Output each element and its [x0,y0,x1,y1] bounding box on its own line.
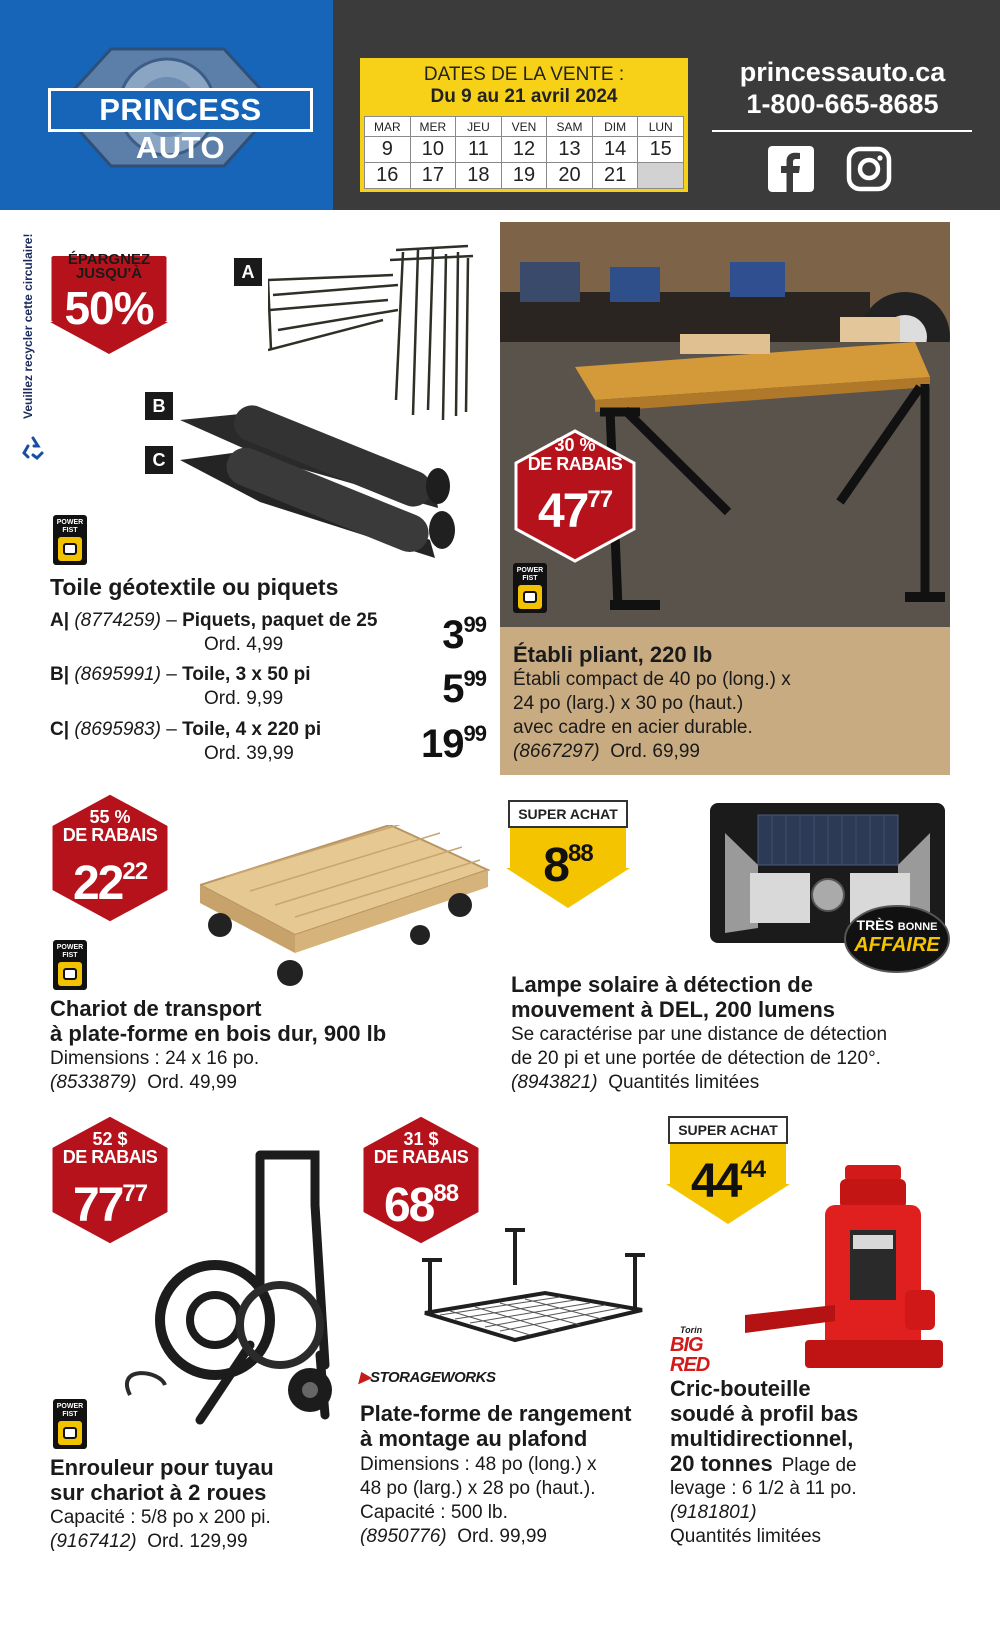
jack-title-line-4 [670,1451,857,1478]
product-title-jack-2: soudé à profil bas [670,1401,859,1426]
workbench-image [500,222,950,627]
super-achat-tag: SUPER ACHAT [508,800,628,828]
label-a: A [234,258,262,286]
item-name: Piquets, paquet de 25 [182,610,378,631]
power-fist-logo [513,563,547,613]
calendar-day: DIM [592,117,638,137]
product-sku: (8533879) [50,1072,137,1093]
price-cents: 99 [463,612,486,637]
calendar-date: 18 [456,163,502,189]
product-title-jack-4: 20 tonnes [670,1451,773,1476]
badge-price [513,474,637,538]
calendar-date: 17 [410,163,456,189]
super-achat-lamp [504,800,632,910]
badge-price [48,846,172,910]
item-dash: – [166,664,177,685]
badge-line2: DE RABAIS [62,1147,158,1167]
calendar-grid [364,116,684,189]
big-red-logo [670,1325,740,1375]
hose-sku-line [50,1530,248,1554]
hose-desc: Capacité : 5/8 po x 200 pi. [50,1507,271,1528]
price-main: 22 [72,857,123,910]
brand-logo[interactable]: PRINCESS AUTO [48,88,313,132]
workbench-desc-1: Établi compact de 40 po (long.) x [513,669,791,690]
price-main: 77 [72,1179,123,1232]
facebook-icon[interactable] [768,146,814,192]
product-title-hose-1: Enrouleur pour tuyau [50,1455,274,1480]
calendar-date: 12 [501,137,547,163]
price-cents: 77 [122,1180,148,1207]
website-link[interactable]: princessauto.ca [739,57,946,87]
badge-line2: JUSQU'À [75,265,143,282]
storage-desc-1: Dimensions : 48 po (long.) x [360,1454,597,1475]
bottle-jack-image [745,1165,945,1370]
geotextile-rolls-image [180,390,480,560]
torin-logo-text: Torin [680,1325,703,1335]
power-fist-logo-text: POWER FIST [56,1403,84,1418]
badge-line1: 30 % [554,435,596,455]
product-title-workbench: Établi pliant, 220 lb [513,642,713,667]
badge-line1: ÉPARGNEZ [67,251,151,268]
price-main: 68 [383,1179,434,1232]
price-main: 47 [537,485,588,538]
price-main: 8 [543,839,568,892]
recycle-note-text: Veuillez recycler cette circulaire! [21,233,35,419]
product-title-hose-2: sur chariot à 2 roues [50,1480,267,1505]
calendar-date: 10 [410,137,456,163]
calendar-date: 21 [592,163,638,189]
calendar-day: VEN [501,117,547,137]
item-sale-price [388,666,486,712]
regular-price: Ord. 49,99 [147,1072,237,1093]
price-cents: 22 [122,858,148,885]
item-dash: – [166,610,177,631]
storageworks-logo-text: STORAGEWORKS [370,1369,496,1386]
geotextile-item-c [50,718,420,742]
ceiling-storage-rack-image [420,1225,645,1350]
product-title-lamp-2: mouvement à DEL, 200 lumens [511,997,835,1022]
calendar-date: 19 [501,163,547,189]
calendar-day: SAM [547,117,593,137]
workbench-desc-3: avec cadre en acier durable. [513,717,753,738]
limited-note: Quantités limitées [670,1526,822,1547]
label-b: B [145,392,173,420]
product-title-geotextile: Toile géotextile ou piquets [50,574,339,600]
recycle-note [16,214,46,424]
header-divider [712,130,972,132]
item-letter: B| [50,664,70,685]
badge-price [359,1168,483,1232]
calendar-date: 11 [456,137,502,163]
discount-badge-workbench [513,428,637,564]
jack-desc-inline: Plage de [781,1455,857,1476]
price-main: 5 [442,667,464,711]
sale-calendar [360,58,688,192]
product-sku: (8950776) [360,1526,447,1547]
jack-desc-2: levage : 6 1/2 à 11 po. [670,1478,857,1499]
geotextile-item-a [50,609,420,633]
item-sku: (8774259) [74,610,161,631]
recycle-icon [20,435,46,461]
product-title-lamp-1: Lampe solaire à détection de [511,972,813,997]
workbench-desc-2: 24 po (larg.) x 30 po (haut.) [513,693,744,714]
hose-reel-cart-image [110,1145,360,1435]
badge-line1: 31 $ [403,1129,439,1149]
super-achat-tag: SUPER ACHAT [668,1116,788,1144]
calendar-day: JEU [456,117,502,137]
regular-price: Ord. 99,99 [457,1526,547,1547]
price-main: 19 [421,722,464,766]
limited-note: Quantités limitées [608,1072,760,1093]
product-title-jack-3: multidirectionnel, [670,1426,854,1451]
item-sale-price [368,721,486,767]
price-main: 3 [442,613,464,657]
price-cents: 99 [463,721,486,746]
badge-price: 50% [64,282,154,334]
super-achat-price [504,828,632,892]
item-letter: A| [50,610,70,631]
lamp-desc-1: Se caractérise par une distance de détection [511,1024,888,1045]
product-sku: (9181801) [670,1502,757,1523]
discount-badge-geotextile [47,221,171,357]
calendar-day: MAR [365,117,411,137]
storage-desc-2: 48 po (larg.) x 28 po (haut.). [360,1478,596,1499]
badge-line2: DE RABAIS [373,1147,469,1167]
instagram-icon[interactable] [846,146,892,192]
regular-price: Ord. 69,99 [610,741,700,762]
badge-line2: DE RABAIS [62,825,158,845]
power-fist-logo [53,940,87,990]
calendar-date: 9 [365,137,411,163]
item-name: Toile, 3 x 50 pi [182,664,311,685]
calendar-date: 15 [638,137,684,163]
deal-badge-line2: AFFAIRE [854,934,940,956]
workbench-caption [500,627,950,775]
item-regular-price: Ord. 4,99 [204,634,284,655]
item-name: Toile, 4 x 220 pi [182,719,322,740]
badge-line2: DE RABAIS [527,454,623,474]
deal-badge-bonne: BONNE [897,921,938,933]
item-sku: (8695991) [74,664,161,685]
big-red-logo-text: BIG RED [670,1334,710,1376]
calendar-date-empty [638,163,684,189]
item-sku: (8695983) [74,719,161,740]
deal-badge-line1 [843,917,951,935]
workbench-photo [500,222,950,627]
lamp-desc-2: de 20 pi et une portée de détection de 120°. [511,1048,881,1069]
price-cents: 99 [463,666,486,691]
storage-desc-3: Capacité : 500 lb. [360,1502,508,1523]
power-fist-logo [53,1399,87,1449]
power-fist-logo-text: POWER FIST [516,567,544,582]
calendar-day: LUN [638,117,684,137]
item-sale-price [388,612,486,658]
discount-badge-dolly [48,790,172,926]
deal-badge-tres: TRÈS [856,917,894,933]
product-sku: (8667297) [513,741,600,762]
price-cents: 88 [568,840,593,867]
dolly-sku-line [50,1071,237,1095]
calendar-date: 16 [365,163,411,189]
product-title-storage-1: Plate-forme de rangement [360,1401,632,1426]
phone-number[interactable]: 1-800-665-8685 [746,89,939,119]
workbench-sku-line [513,740,700,764]
calendar-date: 20 [547,163,593,189]
storageworks-logo: ▶STORAGEWORKS [359,1369,496,1386]
calendar-date: 13 [547,137,593,163]
badge-line1: 52 $ [92,1129,128,1149]
product-title-dolly-1: Chariot de transport [50,996,262,1021]
price-cents: 77 [587,486,613,513]
product-title-jack-1: Cric-bouteille [670,1376,811,1401]
geotextile-item-b [50,663,420,687]
badge-line1: 55 % [89,807,131,827]
lamp-sku-line [511,1071,759,1095]
calendar-title: DATES DE LA VENTE : [423,64,625,85]
wood-dolly-image [200,825,490,990]
price-cents: 44 [740,1156,766,1183]
tres-bonne-affaire-badge [843,903,951,975]
item-dash: – [166,719,177,740]
price-main: 44 [690,1155,741,1208]
item-regular-price: Ord. 39,99 [204,743,294,764]
calendar-day: MER [410,117,456,137]
regular-price: Ord. 129,99 [147,1531,248,1552]
price-cents: 88 [433,1180,459,1207]
label-c: C [145,446,173,474]
power-fist-logo [53,515,87,565]
calendar-date: 14 [592,137,638,163]
product-title-dolly-2: à plate-forme en bois dur, 900 lb [50,1021,387,1046]
dolly-desc: Dimensions : 24 x 16 po. [50,1048,260,1069]
item-letter: C| [50,719,70,740]
product-sku: (8943821) [511,1072,598,1093]
product-title-storage-2: à montage au plafond [360,1426,588,1451]
item-regular-price: Ord. 9,99 [204,688,284,709]
power-fist-logo-text: POWER FIST [56,944,84,959]
calendar-dates: Du 9 au 21 avril 2024 [430,86,618,107]
storage-sku-line [360,1525,547,1549]
product-sku: (9167412) [50,1531,137,1552]
power-fist-logo-text: POWER FIST [56,519,84,534]
